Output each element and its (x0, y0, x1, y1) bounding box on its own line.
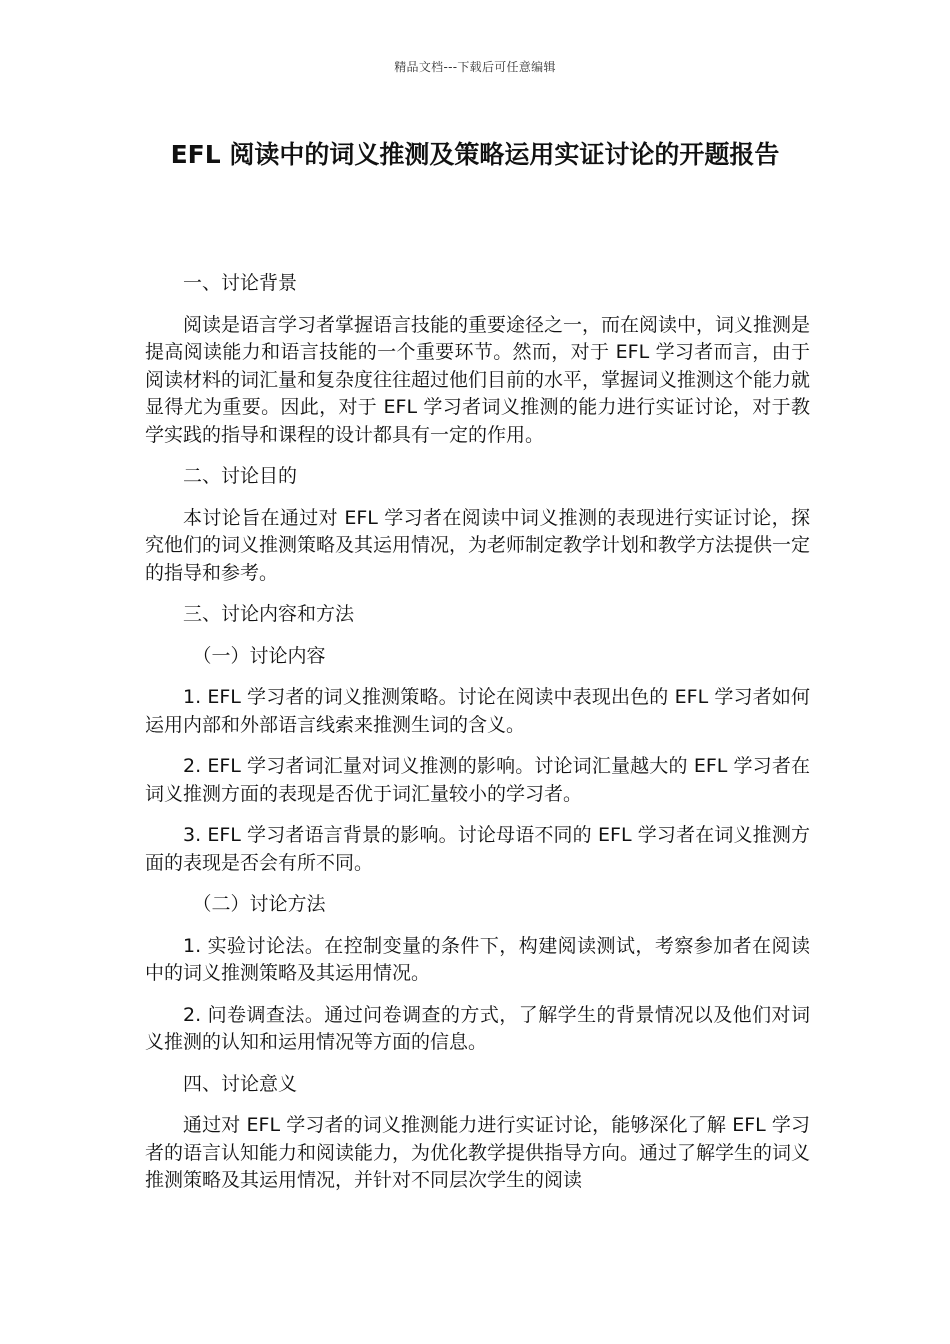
section-heading-purpose: 二、讨论目的 (183, 465, 298, 487)
section-heading-significance: 四、讨论意义 (183, 1072, 298, 1095)
section-heading-background: 一、讨论背景 (183, 272, 298, 294)
document-body (145, 270, 810, 1209)
subheading-method: （二）讨论方法 (192, 893, 326, 915)
method-item-1: 1. 实验讨论法。在控制变量的条件下，构建阅读测试，考察参加者在阅读中的词义推测策略及其运用情况。 (145, 934, 810, 984)
section-heading-content-method: 三、讨论内容和方法 (183, 603, 355, 625)
paragraph-purpose: 本讨论旨在通过对 EFL 学习者在阅读中词义推测的表现进行实证讨论，探究他们的词义推测策略及其运用情况，为老师制定教学计划和教学方法提供一定的指导和参考。 (145, 506, 811, 584)
method-item-2: 2. 问卷调查法。通过问卷调查的方式，了解学生的背景情况以及他们对词义推测的认知和运用情况等方面的信息。 (145, 1003, 810, 1053)
header-note: 精品文档---下载后可任意编辑 (394, 60, 556, 74)
paragraph-background: 阅读是语言学习者掌握语言技能的重要途径之一，而在阅读中，词义推测是提高阅读能力和语言技能的一个重要环节。然而，对于 EFL 学习者而言，由于阅读材料的词汇量和复杂度往往超过他们目前的水平，掌握词义推测这个能力就显得尤为重要。因此，对于 EFL 学习者词义推测的能力进行实证讨论，对于教学实践的指导和课程的设计都具有一定的作用。 (145, 313, 811, 446)
document-title: EFL 阅读中的词义推测及策略运用实证讨论的开题报告 (170, 140, 780, 169)
subheading-content: （一）讨论内容 (192, 644, 326, 667)
content-item-2: 2. EFL 学习者词汇量对词义推测的影响。讨论词汇量越大的 EFL 学习者在词义推测方面的表现是否优于词汇量较小的学习者。 (145, 755, 810, 805)
paragraph-significance: 通过对 EFL 学习者的词义推测能力进行实证讨论，能够深化了解 EFL 学习者的语言认知能力和阅读能力，为优化教学提供指导方向。通过了解学生的词义推测策略及其运用情况，并针对不同层次学生的阅读 (145, 1114, 811, 1191)
content-item-1: 1. EFL 学习者的词义推测策略。讨论在阅读中表现出色的 EFL 学习者如何运用内部和外部语言线索来推测生词的含义。 (145, 686, 810, 736)
content-item-3: 3. EFL 学习者语言背景的影响。讨论母语不同的 EFL 学习者在词义推测方面的表现是否会有所不同。 (145, 824, 810, 874)
